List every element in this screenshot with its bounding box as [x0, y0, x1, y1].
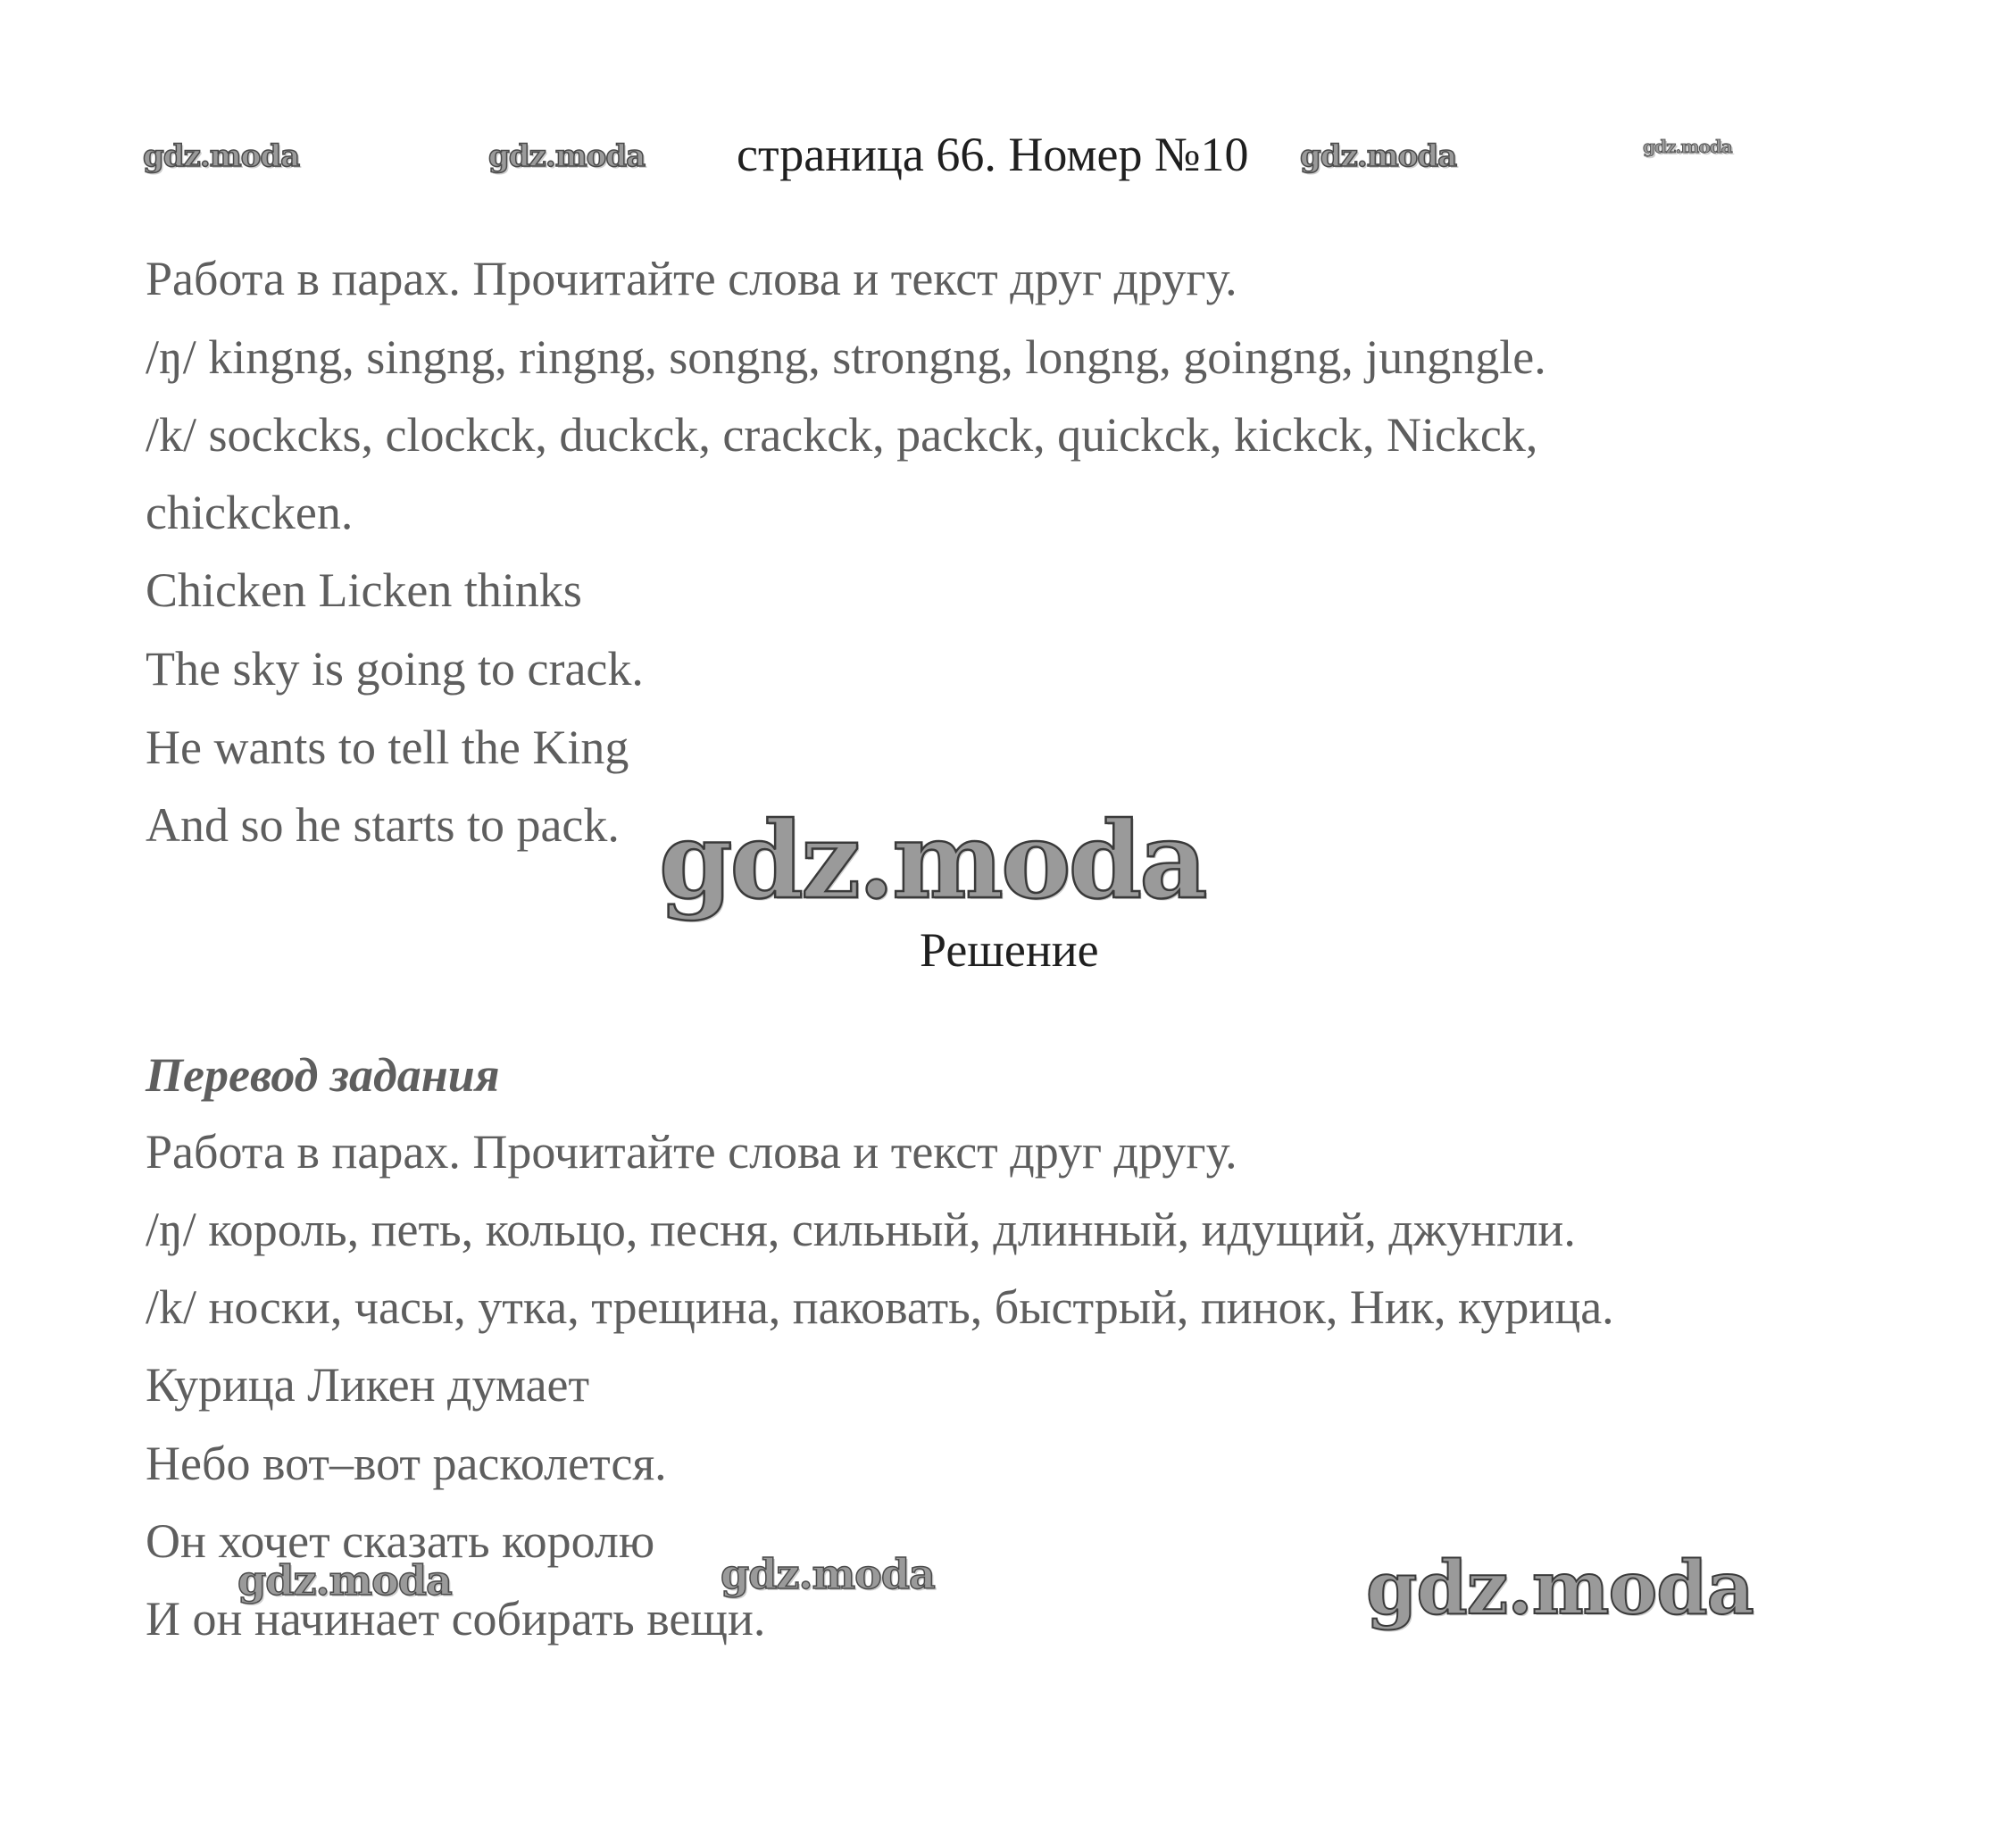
translation-line: /ŋ/ король, петь, кольцо, песня, сильный, длинный, идущий, джунгли. — [146, 1203, 1576, 1256]
task-line: Работа в парах. Прочитайте слова и текст друг другу. — [146, 252, 1237, 305]
translation-line: /k/ носки, часы, утка, трещина, паковать, быстрый, пинок, Ник, курица. — [146, 1280, 1614, 1334]
watermark-large: gdz.moda — [659, 798, 1205, 922]
translation-line: И он начинает собирать вещи. — [146, 1592, 766, 1646]
task-line: chickcken. — [146, 486, 354, 539]
translation-heading: Перевод задания — [146, 1048, 500, 1102]
task-line: Chicken Licken thinks — [146, 563, 582, 617]
translation-line: Небо вот–вот расколется. — [146, 1437, 667, 1490]
watermark: gdz.moda — [721, 1550, 935, 1598]
page-title: страница 66. Номер №10 — [737, 128, 1249, 181]
task-line: The sky is going to crack. — [146, 642, 644, 696]
translation-line: Он хочет сказать королю — [146, 1514, 655, 1568]
watermark: gdz.moda — [1643, 136, 1732, 157]
watermark: gdz.moda — [143, 138, 300, 174]
watermark: gdz.moda — [1366, 1546, 1754, 1631]
watermark: gdz.moda — [237, 1556, 452, 1604]
solution-label: Решение — [920, 923, 1099, 977]
translation-line: Работа в парах. Прочитайте слова и текст друг другу. — [146, 1125, 1237, 1179]
watermark: gdz.moda — [1300, 138, 1457, 174]
task-line: He wants to tell the King — [146, 721, 629, 774]
task-line: /k/ sockcks, clockck, duckck, crackck, packck, quickck, kickck, Nickck, — [146, 408, 1538, 462]
watermark: gdz.moda — [488, 138, 646, 174]
translation-line: Курица Ликен думает — [146, 1358, 590, 1412]
task-line: /ŋ/ kingng, singng, ringng, songng, strongng, longng, goingng, jungngle. — [146, 330, 1546, 384]
task-line: And so he starts to pack. — [146, 798, 620, 852]
